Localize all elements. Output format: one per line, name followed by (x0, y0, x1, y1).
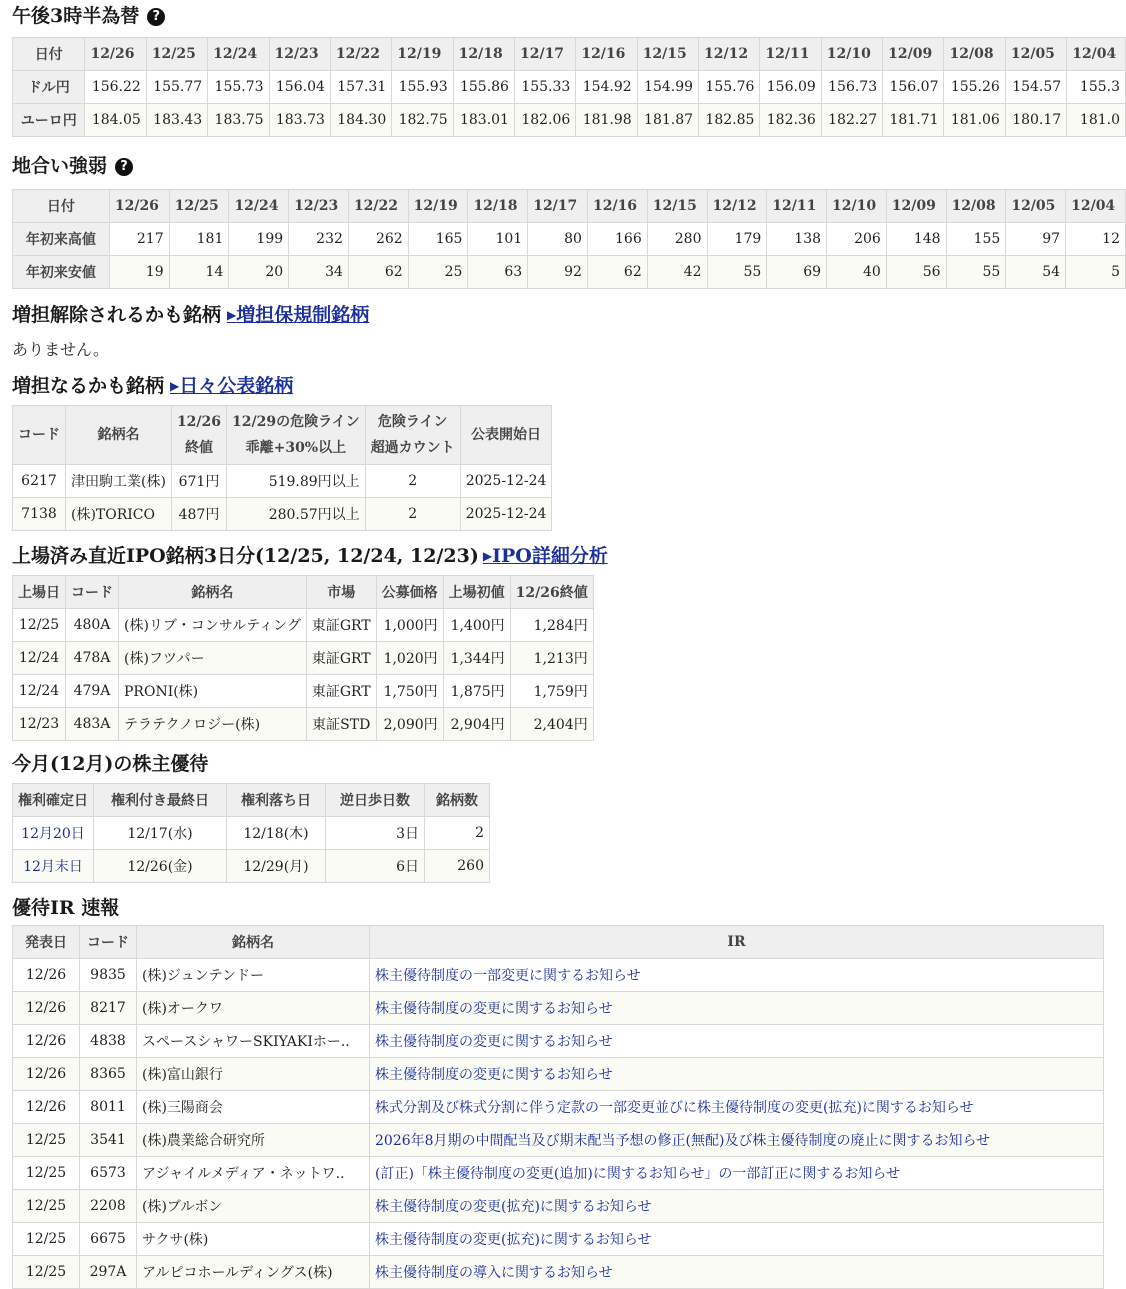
table-cell: 2,904円 (443, 708, 510, 741)
stock-name: (株)ブルボン (137, 1190, 370, 1223)
value-cell: 183.73 (269, 104, 330, 137)
table-cell: 1,400円 (443, 609, 510, 642)
date-cell: 12/25 (13, 1157, 80, 1190)
table-row (13, 992, 1104, 1025)
date-cell: 12/26 (13, 1091, 80, 1124)
date-column-header: 12/23 (269, 38, 330, 71)
margin-regulation-link-label: 増担保規制銘柄 (236, 304, 370, 326)
value-cell: 156.73 (821, 71, 882, 104)
margin-candidates-title-text: 増担なるかも銘柄 (12, 375, 165, 397)
table-cell: 2 (425, 817, 490, 850)
code-cell: 4838 (80, 1025, 137, 1058)
table-cell: 1,284円 (510, 609, 593, 642)
margin-candidates-title (12, 374, 293, 398)
table-row (13, 642, 594, 675)
value-cell: 183.75 (208, 104, 269, 137)
ipo-analysis-link[interactable] (483, 545, 608, 567)
value-cell: 101 (468, 223, 528, 256)
table-cell: 12/24 (13, 642, 66, 675)
ipo-table (12, 575, 594, 741)
ir-link[interactable]: 株主優待制度の変更(拡充)に関するお知らせ (375, 1232, 652, 1248)
date-column-header: 12/15 (647, 190, 707, 223)
date-header: 日付 (13, 38, 85, 71)
column-header: 危険ライン 超過カウント (365, 406, 460, 465)
date-column-header: 12/22 (330, 38, 391, 71)
value-cell: 55 (946, 256, 1006, 289)
date-column-header: 12/17 (528, 190, 588, 223)
stock-name: スペースシャワーSKIYAKIホー.. (137, 1025, 370, 1058)
triangle-right-icon: ▶ (227, 308, 237, 322)
table-row (13, 609, 594, 642)
fx-table (12, 37, 1126, 137)
table-row (13, 71, 1126, 104)
table-cell: 280.57円以上 (227, 498, 366, 531)
daily-disclosure-link[interactable] (170, 375, 293, 397)
value-cell: 156.07 (883, 71, 944, 104)
date-column-header: 12/19 (392, 38, 453, 71)
date-column-header: 12/17 (514, 38, 575, 71)
value-cell: 155.26 (944, 71, 1005, 104)
stock-name: (株)富山銀行 (137, 1058, 370, 1091)
stock-name: (株)フツパー (119, 642, 307, 675)
table-cell: 1,000円 (376, 609, 443, 642)
date-column-header: 12/10 (827, 190, 887, 223)
row-label: ドル円 (13, 71, 85, 104)
table-cell: 12/29(月) (227, 850, 326, 883)
question-icon[interactable]: ? (147, 8, 165, 26)
table-row (13, 708, 594, 741)
column-header: 発表日 (13, 926, 80, 959)
daily-disclosure-link-label: 日々公表銘柄 (179, 375, 294, 397)
stock-name: (株)農業総合研究所 (137, 1124, 370, 1157)
value-cell: 40 (827, 256, 887, 289)
date-column-header: 12/08 (946, 190, 1006, 223)
ir-link[interactable]: 株主優待制度の変更(拡充)に関するお知らせ (375, 1199, 652, 1215)
value-cell: 182.27 (821, 104, 882, 137)
table-cell: 2,090円 (376, 708, 443, 741)
value-cell: 62 (587, 256, 647, 289)
table-row (13, 465, 552, 498)
table-row (13, 1124, 1104, 1157)
value-cell: 157.31 (330, 71, 391, 104)
table-cell: 12/24 (13, 675, 66, 708)
value-cell: 148 (886, 223, 946, 256)
date-column-header: 12/18 (453, 38, 514, 71)
value-cell: 155.76 (699, 71, 760, 104)
strength-table (12, 189, 1126, 289)
header-row (13, 190, 1126, 223)
column-header: 銘柄数 (425, 784, 490, 817)
column-header: 銘柄名 (119, 576, 307, 609)
record-date-link[interactable]: 12月末日 (23, 859, 83, 875)
table-cell: 12/26(金) (94, 850, 227, 883)
value-cell: 138 (767, 223, 827, 256)
value-cell: 155.3 (1067, 71, 1126, 104)
code-cell: 6675 (80, 1223, 137, 1256)
ir-link[interactable]: (訂正)「株主優待制度の変更(追加)に関するお知らせ」の一部訂正に関するお知らせ (375, 1166, 901, 1182)
column-header: 銘柄名 (66, 406, 172, 465)
value-cell: 156.22 (85, 71, 146, 104)
table-cell: 東証STD (306, 708, 376, 741)
value-cell: 25 (408, 256, 468, 289)
date-column-header: 12/04 (1066, 190, 1126, 223)
value-cell: 182.85 (699, 104, 760, 137)
ir-cell (370, 1190, 1104, 1223)
header-row (13, 784, 490, 817)
date-column-header: 12/18 (468, 190, 528, 223)
table-cell: 12/18(木) (227, 817, 326, 850)
date-column-header: 12/11 (760, 38, 821, 71)
value-cell: 54 (1006, 256, 1066, 289)
table-row (13, 223, 1126, 256)
code-cell: 6573 (80, 1157, 137, 1190)
value-cell: 5 (1066, 256, 1126, 289)
value-cell: 154.92 (576, 71, 637, 104)
value-cell: 181.0 (1067, 104, 1126, 137)
value-cell: 154.99 (637, 71, 698, 104)
value-cell: 184.05 (85, 104, 146, 137)
table-cell: 12/23 (13, 708, 66, 741)
value-cell: 182.75 (392, 104, 453, 137)
column-header: 権利確定日 (13, 784, 94, 817)
ipo-section-title (12, 544, 608, 568)
date-cell: 12/25 (13, 1190, 80, 1223)
value-cell: 42 (647, 256, 707, 289)
date-column-header: 12/05 (1005, 38, 1066, 71)
value-cell: 154.57 (1005, 71, 1066, 104)
table-cell: 519.89円以上 (227, 465, 366, 498)
date-cell: 12/25 (13, 1223, 80, 1256)
ir-cell (370, 1091, 1104, 1124)
fx-title-text: 午後3時半為替 (12, 5, 140, 27)
table-cell: 7138 (13, 498, 66, 531)
value-cell: 181.71 (883, 104, 944, 137)
table-row (13, 104, 1126, 137)
ir-cell (370, 1157, 1104, 1190)
value-cell: 97 (1006, 223, 1066, 256)
column-header: 銘柄名 (137, 926, 370, 959)
ir-cell (370, 1124, 1104, 1157)
stock-name: (株)ジュンテンドー (137, 959, 370, 992)
margin-release-title-text: 増担解除されるかも銘柄 (12, 304, 222, 326)
value-cell: 155 (946, 223, 1006, 256)
value-cell: 181.98 (576, 104, 637, 137)
value-cell: 14 (169, 256, 229, 289)
table-cell: 487円 (171, 498, 226, 531)
table-row (13, 1157, 1104, 1190)
value-cell: 182.06 (514, 104, 575, 137)
code-cell: 9835 (80, 959, 137, 992)
column-header: コード (66, 576, 119, 609)
stock-name: サクサ(株) (137, 1223, 370, 1256)
stock-name: アルピコホールディングス(株) (137, 1256, 370, 1289)
header-row (13, 406, 552, 465)
date-column-header: 12/25 (169, 190, 229, 223)
value-cell: 62 (348, 256, 408, 289)
margin-release-title (12, 303, 369, 327)
date-column-header: 12/16 (576, 38, 637, 71)
date-cell: 12/26 (13, 959, 80, 992)
value-cell: 181.06 (944, 104, 1005, 137)
value-cell: 12 (1066, 223, 1126, 256)
row-label: 年初来高値 (13, 223, 110, 256)
value-cell: 165 (408, 223, 468, 256)
stock-name: テラテクノロジー(株) (119, 708, 307, 741)
date-column-header: 12/26 (85, 38, 146, 71)
column-header: 権利落ち日 (227, 784, 326, 817)
ir-cell (370, 1223, 1104, 1256)
date-cell: 12/26 (13, 1058, 80, 1091)
table-row (13, 1223, 1104, 1256)
value-cell: 63 (468, 256, 528, 289)
date-column-header: 12/12 (707, 190, 767, 223)
table-cell: 483A (66, 708, 119, 741)
stock-name: (株)オークワ (137, 992, 370, 1025)
value-cell: 155.33 (514, 71, 575, 104)
ir-section-title (12, 896, 119, 920)
column-header: 公表開始日 (460, 406, 552, 465)
value-cell: 182.36 (760, 104, 821, 137)
date-column-header: 12/24 (208, 38, 269, 71)
date-column-header: 12/04 (1067, 38, 1126, 71)
ir-link[interactable]: 2026年8月期の中間配当及び期末配当予想の修正(無配)及び株主優待制度の廃止に関するお知らせ (375, 1133, 991, 1149)
table-row (13, 1256, 1104, 1289)
table-row (13, 817, 490, 850)
value-cell: 20 (229, 256, 289, 289)
fx-section-title (12, 4, 165, 28)
ir-table (12, 925, 1104, 1289)
benefits-title-text: 今月(12月)の株主優待 (12, 753, 209, 775)
stock-name: (株)リブ・コンサルティング (119, 609, 307, 642)
table-cell: 2 (365, 465, 460, 498)
table-cell: 1,875円 (443, 675, 510, 708)
value-cell: 155.77 (146, 71, 207, 104)
date-column-header: 12/08 (944, 38, 1005, 71)
value-cell: 232 (289, 223, 349, 256)
ir-link[interactable]: 株主優待制度の導入に関するお知らせ (375, 1265, 613, 1281)
table-row (13, 1058, 1104, 1091)
ir-link[interactable]: 株主優待制度の変更に関するお知らせ (375, 1067, 613, 1083)
ipo-analysis-link-label: IPO詳細分析 (492, 545, 608, 567)
ir-link[interactable]: 株式分割及び株式分割に伴う定款の一部変更並びに株主優待制度の変更(拡充)に関するお知らせ (375, 1100, 974, 1116)
record-date-link[interactable]: 12月20日 (21, 826, 85, 842)
date-column-header: 12/10 (821, 38, 882, 71)
table-cell: 2025-12-24 (460, 498, 552, 531)
table-cell: 12/25 (13, 609, 66, 642)
date-column-header: 12/24 (229, 190, 289, 223)
record-date-cell (13, 850, 94, 883)
value-cell: 92 (528, 256, 588, 289)
value-cell: 184.30 (330, 104, 391, 137)
row-label: 年初来安値 (13, 256, 110, 289)
margin-candidates-table (12, 405, 552, 531)
table-row (13, 675, 594, 708)
value-cell: 80 (528, 223, 588, 256)
column-header: 12/26 終値 (171, 406, 226, 465)
table-row (13, 959, 1104, 992)
column-header: 公募価格 (376, 576, 443, 609)
stock-name: PRONI(株) (119, 675, 307, 708)
date-column-header: 12/23 (289, 190, 349, 223)
value-cell: 166 (587, 223, 647, 256)
ir-link[interactable]: 株主優待制度の一部変更に関するお知らせ (375, 968, 641, 984)
table-cell: 東証GRT (306, 609, 376, 642)
ir-link[interactable]: 株主優待制度の変更に関するお知らせ (375, 1001, 613, 1017)
value-cell: 19 (109, 256, 169, 289)
table-cell: 480A (66, 609, 119, 642)
ir-cell (370, 1058, 1104, 1091)
value-cell: 199 (229, 223, 289, 256)
value-cell: 217 (109, 223, 169, 256)
table-row (13, 256, 1126, 289)
strength-section-title (12, 154, 133, 178)
value-cell: 180.17 (1005, 104, 1066, 137)
table-cell: 1,750円 (376, 675, 443, 708)
column-header: コード (13, 406, 66, 465)
date-column-header: 12/09 (886, 190, 946, 223)
date-cell: 12/26 (13, 1025, 80, 1058)
triangle-right-icon: ▶ (482, 549, 493, 563)
table-cell: 1,020円 (376, 642, 443, 675)
date-column-header: 12/12 (699, 38, 760, 71)
code-cell: 8217 (80, 992, 137, 1025)
stock-name: (株)三陽商会 (137, 1091, 370, 1124)
date-cell: 12/25 (13, 1124, 80, 1157)
table-cell: 6日 (326, 850, 425, 883)
table-cell: 東証GRT (306, 675, 376, 708)
question-icon[interactable]: ? (115, 158, 133, 176)
date-column-header: 12/22 (348, 190, 408, 223)
code-cell: 2208 (80, 1190, 137, 1223)
header-row (13, 576, 594, 609)
header-row (13, 38, 1126, 71)
column-header: 12/29の危険ライン 乖離+30%以上 (227, 406, 366, 465)
table-cell: 671円 (171, 465, 226, 498)
code-cell: 8011 (80, 1091, 137, 1124)
column-header: 上場初値 (443, 576, 510, 609)
ir-cell (370, 959, 1104, 992)
table-cell: 1,759円 (510, 675, 593, 708)
table-cell: 1,213円 (510, 642, 593, 675)
stock-name: 津田駒工業(株) (66, 465, 172, 498)
table-cell: 479A (66, 675, 119, 708)
value-cell: 55 (707, 256, 767, 289)
date-column-header: 12/05 (1006, 190, 1066, 223)
strength-title-text: 地合い強弱 (12, 155, 108, 177)
date-column-header: 12/19 (408, 190, 468, 223)
code-cell: 8365 (80, 1058, 137, 1091)
table-cell: 260 (425, 850, 490, 883)
date-cell: 12/26 (13, 992, 80, 1025)
value-cell: 34 (289, 256, 349, 289)
ir-cell (370, 992, 1104, 1025)
column-header: 上場日 (13, 576, 66, 609)
value-cell: 181 (169, 223, 229, 256)
ir-cell (370, 1025, 1104, 1058)
value-cell: 206 (827, 223, 887, 256)
table-row (13, 1190, 1104, 1223)
value-cell: 280 (647, 223, 707, 256)
column-header: 市場 (306, 576, 376, 609)
margin-release-empty: ありません。 (12, 340, 109, 359)
column-header: IR (370, 926, 1104, 959)
row-label: ユーロ円 (13, 104, 85, 137)
header-row (13, 926, 1104, 959)
ir-title-text: 優待IR 速報 (12, 897, 120, 919)
column-header: コード (80, 926, 137, 959)
value-cell: 56 (886, 256, 946, 289)
value-cell: 156.09 (760, 71, 821, 104)
table-cell: 東証GRT (306, 642, 376, 675)
benefits-section-title (12, 752, 208, 776)
ir-link[interactable]: 株主優待制度の変更に関するお知らせ (375, 1034, 613, 1050)
value-cell: 155.93 (392, 71, 453, 104)
table-row (13, 498, 552, 531)
code-cell: 297A (80, 1256, 137, 1289)
ipo-title-text: 上場済み直近IPO銘柄3日分(12/25, 12/24, 12/23) (12, 545, 479, 567)
code-cell: 3541 (80, 1124, 137, 1157)
date-column-header: 12/16 (587, 190, 647, 223)
column-header: 逆日歩日数 (326, 784, 425, 817)
date-header: 日付 (13, 190, 110, 223)
table-row (13, 1025, 1104, 1058)
value-cell: 155.73 (208, 71, 269, 104)
stock-name: アジャイルメディア・ネットワ.. (137, 1157, 370, 1190)
table-cell: 12/17(水) (94, 817, 227, 850)
table-row (13, 850, 490, 883)
value-cell: 183.01 (453, 104, 514, 137)
value-cell: 183.43 (146, 104, 207, 137)
date-column-header: 12/25 (146, 38, 207, 71)
value-cell: 155.86 (453, 71, 514, 104)
record-date-cell (13, 817, 94, 850)
stock-name: (株)TORICO (66, 498, 172, 531)
value-cell: 69 (767, 256, 827, 289)
value-cell: 156.04 (269, 71, 330, 104)
ir-cell (370, 1256, 1104, 1289)
date-column-header: 12/11 (767, 190, 827, 223)
triangle-right-icon: ▶ (170, 379, 180, 393)
date-column-header: 12/09 (883, 38, 944, 71)
column-header: 権利付き最終日 (94, 784, 227, 817)
table-cell: 3日 (326, 817, 425, 850)
benefits-table (12, 783, 490, 883)
value-cell: 179 (707, 223, 767, 256)
date-column-header: 12/26 (109, 190, 169, 223)
value-cell: 262 (348, 223, 408, 256)
date-cell: 12/25 (13, 1256, 80, 1289)
table-cell: 2025-12-24 (460, 465, 552, 498)
date-column-header: 12/15 (637, 38, 698, 71)
column-header: 12/26終値 (510, 576, 593, 609)
table-cell: 2 (365, 498, 460, 531)
table-cell: 478A (66, 642, 119, 675)
table-row (13, 1091, 1104, 1124)
value-cell: 181.87 (637, 104, 698, 137)
table-cell: 1,344円 (443, 642, 510, 675)
table-cell: 6217 (13, 465, 66, 498)
margin-regulation-link[interactable] (227, 304, 369, 326)
table-cell: 2,404円 (510, 708, 593, 741)
